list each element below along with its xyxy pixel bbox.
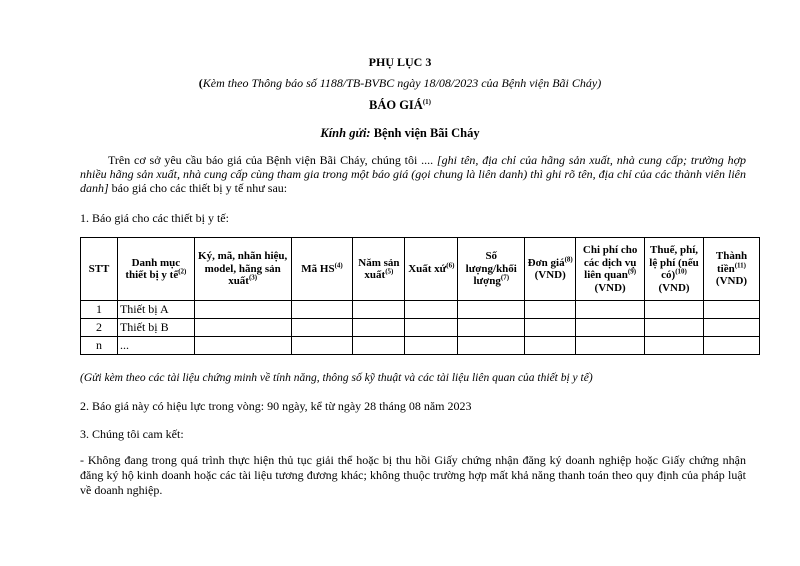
header-tax: Thuế, phí, lệ phí (nếu có)$^{(10)}$ (VND) — [645, 238, 704, 301]
appendix-title: PHỤ LỤC 3 — [368, 55, 432, 69]
commitment-paragraph: - Không đang trong quá trình thực hiện thủ tục giải thể hoặc bị thu hồi Giấy chứng nhận đăng ký doanh nghiệp hoặc Giấy chứng nhận đăng ký hộ kinh doanh hoặc các tài liệu tương đương khác; không thuộc trường hợp mất khả năng thanh toán theo quy định của pháp luật về doanh nghiệp. — [80, 453, 746, 497]
section-2-validity: 2. Báo giá này có hiệu lực trong vòng: 90 ngày, kể từ ngày 28 tháng 08 năm 2023 — [80, 399, 472, 413]
row-stt: 2 — [81, 319, 118, 337]
header-unit-price: Đơn giá$^{(8)}$ (VND) — [525, 238, 576, 301]
greeting-label: Kính gửi: — [320, 126, 371, 140]
table-row — [81, 337, 760, 355]
header-quantity: Số lượng/khối lượng$^{(7)}$ — [458, 238, 525, 301]
table-header-row — [81, 238, 760, 301]
header-brand-model: Ký, mã, nhãn hiệu, model, hãng sản xuất$^{(3)}$ — [194, 238, 291, 301]
row-stt: 1 — [81, 301, 118, 319]
header-item: Danh mục thiết bị y tế$^{(2)}$ — [117, 238, 194, 301]
quote-title: BÁO GIÁ — [369, 98, 423, 112]
subtitle-close-paren: ) — [597, 76, 602, 90]
header-hs-code: Mã HS$^{(4)}$ — [291, 238, 353, 301]
header-total: Thành tiền$^{(11)}$ (VND) — [703, 238, 759, 301]
greeting-line — [0, 126, 800, 141]
table-note: (Gửi kèm theo các tài liệu chứng minh về tính năng, thông số kỹ thuật và các tài liệu liên quan của thiết bị y tế) — [80, 372, 593, 384]
subtitle-open-paren: ( — [198, 76, 203, 90]
header-origin: Xuất xứ$^{(6)}$ — [405, 238, 458, 301]
row-item: ... — [117, 337, 194, 355]
intro-italic-part: [ghi tên, địa chỉ của hãng sản xuất, nhà cung cấp; trường hợp nhiều hãng sản xuất, nhà cung cấp cùng tham gia trong một báo giá (gọi chung là liên danh) thì ghi rõ tên, địa chỉ của các thành viên liên danh] — [80, 153, 746, 195]
row-item: Thiết bị B — [117, 319, 194, 337]
quote-table — [80, 237, 760, 355]
intro-plain-end: báo giá cho các thiết bị y tế như sau: — [108, 181, 288, 195]
row-stt: n — [81, 337, 118, 355]
greeting-recipient: Bệnh viện Bãi Cháy — [370, 126, 480, 140]
header-stt: STT — [81, 238, 118, 301]
appendix-subtitle — [0, 76, 800, 91]
section-3-heading: 3. Chúng tôi cam kết: — [80, 427, 184, 441]
header-service-cost: Chi phí cho các dịch vụ liên quan$^{(9)}$ (VND) — [576, 238, 645, 301]
subtitle-text: Kèm theo Thông báo số 1188/TB-BVBC ngày 18/08/2023 của Bệnh viện Bãi Cháy — [202, 76, 598, 90]
table-row — [81, 319, 760, 337]
section-1-heading: 1. Báo giá cho các thiết bị y tế: — [80, 211, 229, 225]
quote-heading — [0, 98, 800, 113]
header-year: Năm sản xuất$^{(5)}$ — [353, 238, 405, 301]
row-item: Thiết bị A — [117, 301, 194, 319]
table-row — [81, 301, 760, 319]
intro-plain-start: Trên cơ sở yêu cầu báo giá của Bệnh viện Bãi Cháy, chúng tôi .... — [108, 153, 437, 167]
intro-paragraph — [80, 153, 746, 195]
quote-title-footnote: (1) — [422, 97, 431, 106]
